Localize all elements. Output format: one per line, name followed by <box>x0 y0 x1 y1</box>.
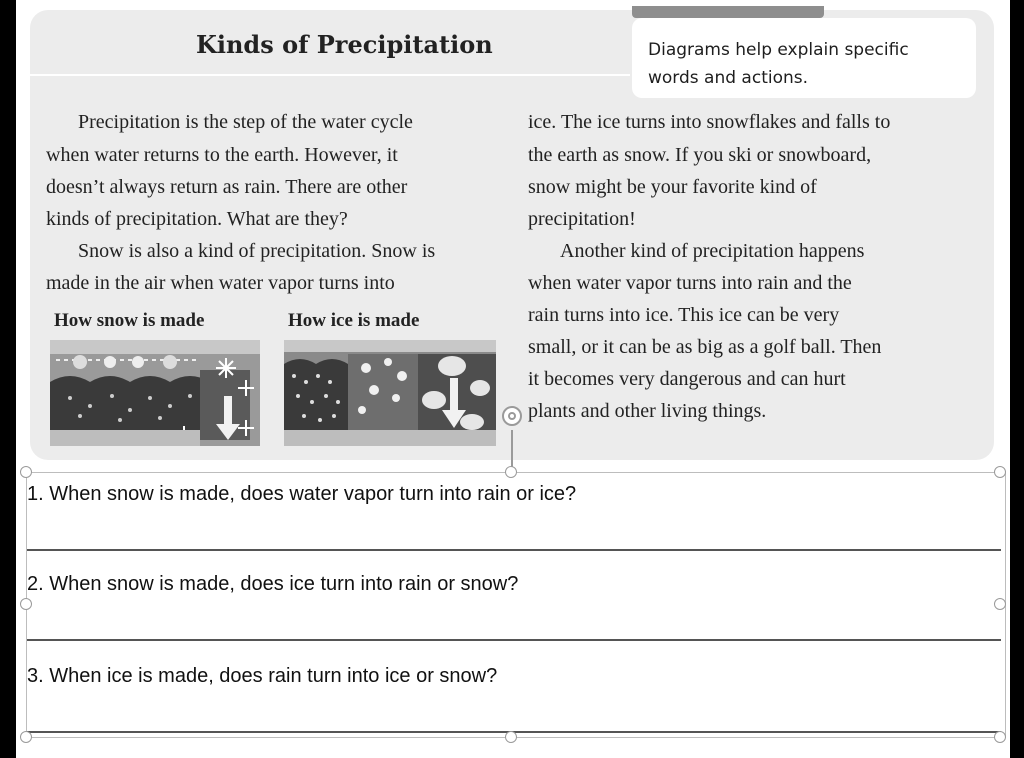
page-title: Kinds of Precipitation <box>196 30 493 59</box>
resize-handle-bottom-center[interactable] <box>505 731 517 743</box>
left-text-line: doesn’t always return as rain. There are other <box>46 176 408 198</box>
resize-handle-middle-right[interactable] <box>994 598 1006 610</box>
question-2: 2. When snow is made, does ice turn into rain or snow? <box>27 573 519 595</box>
title-band <box>30 10 630 76</box>
right-text-line: ice. The ice turns into snowflakes and falls to <box>528 111 891 133</box>
question-3: 3. When ice is made, does rain turn into ice or snow? <box>27 665 498 687</box>
resize-handle-top-center[interactable] <box>505 466 517 478</box>
question-1: 1. When snow is made, does water vapor turn into rain or ice? <box>27 483 577 505</box>
answer-line-1[interactable] <box>27 549 1001 551</box>
right-text-line: the earth as snow. If you ski or snowboard, <box>528 144 872 166</box>
right-text-line: small, or it can be as big as a golf ball. Then <box>528 336 882 358</box>
worksheet-page <box>16 0 1010 758</box>
ice-diagram-icon <box>284 340 496 446</box>
left-text-line: when water returns to the earth. However, it <box>46 144 398 166</box>
resize-handle-bottom-right[interactable] <box>994 731 1006 743</box>
resize-handle-bottom-left[interactable] <box>20 731 32 743</box>
diagram-callout <box>632 18 976 98</box>
left-text-line: kinds of precipitation. What are they? <box>46 208 348 230</box>
right-text-line: precipitation! <box>528 208 636 230</box>
left-text-line: Snow is also a kind of precipitation. Snow is <box>78 240 436 262</box>
right-text-line: Another kind of precipitation happens <box>560 240 865 262</box>
resize-handle-top-right[interactable] <box>994 466 1006 478</box>
ice-diagram-label: How ice is made <box>288 310 420 331</box>
right-text-line: rain turns into ice. This ice can be very <box>528 304 840 326</box>
rotate-stem <box>511 430 513 470</box>
right-text-line: snow might be your favorite kind of <box>528 176 817 198</box>
snow-diagram-label: How snow is made <box>54 310 205 331</box>
left-text-line: Precipitation is the step of the water cycle <box>78 111 413 133</box>
left-text-line: made in the air when water vapor turns into <box>46 272 395 294</box>
callout-line: words and actions. <box>648 68 809 88</box>
rotate-handle-icon[interactable] <box>502 406 522 426</box>
answer-line-2[interactable] <box>27 639 1001 641</box>
right-text-line: it becomes very dangerous and can hurt <box>528 368 846 390</box>
snow-diagram-icon <box>50 340 260 446</box>
resize-handle-top-left[interactable] <box>20 466 32 478</box>
callout-tab <box>632 6 824 18</box>
callout-line: Diagrams help explain specific <box>648 40 909 60</box>
question-box[interactable] <box>26 472 1006 738</box>
resize-handle-middle-left[interactable] <box>20 598 32 610</box>
reading-card <box>30 10 994 460</box>
right-text-line: when water vapor turns into rain and the <box>528 272 852 294</box>
right-text-line: plants and other living things. <box>528 400 767 422</box>
